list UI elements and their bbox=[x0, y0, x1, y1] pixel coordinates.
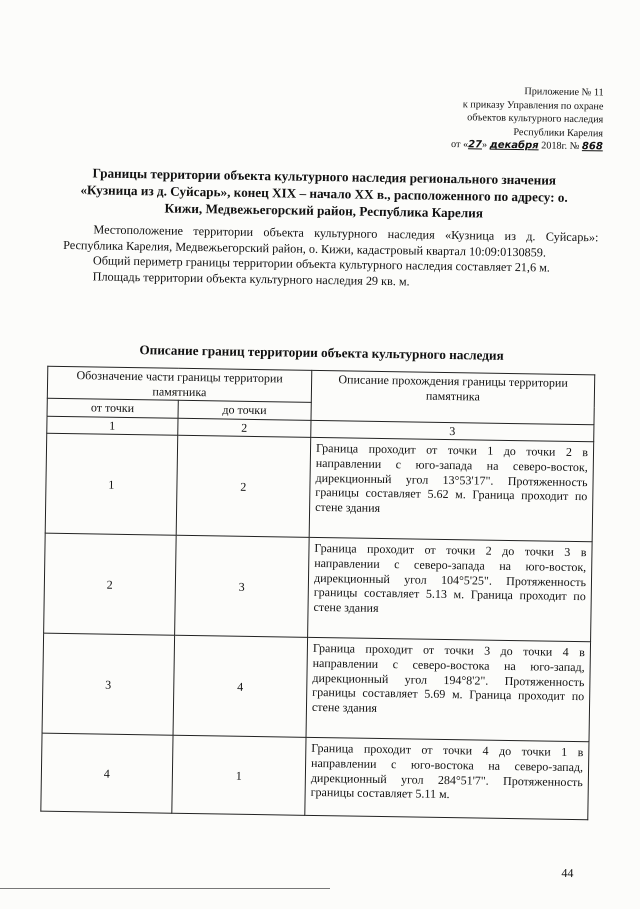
table-row bbox=[42, 634, 591, 743]
paragraph-area: Площадь территории объекта культурного наследия 29 кв. м. bbox=[92, 268, 410, 288]
handwritten-day: 27 bbox=[468, 139, 483, 151]
scan-edge-line bbox=[0, 888, 330, 889]
table-row bbox=[41, 734, 589, 821]
section-title: Описание границ территории объекта культурного наследия bbox=[139, 342, 504, 363]
column-number-3: 3 bbox=[311, 420, 594, 442]
header-line-1: Приложение № 11 bbox=[524, 86, 604, 99]
description-cell: Граница проходит от точки 1 до точки 2 в направлении с юго-запада на северо-восток, дирекционный угол 13°53'17". Протяженность границы составляет 5.62 м. Граница проходит по стене здания bbox=[309, 438, 594, 542]
from-point-cell: 4 bbox=[41, 734, 173, 814]
column-number-1: 1 bbox=[47, 416, 178, 436]
description-cell: Граница проходит от точки 4 до точки 1 в направлении с юго-востока на северо-запад, дирекционный угол 284°51'7". Протяженность границы составляет 5.11 м. bbox=[305, 738, 589, 820]
order-header bbox=[373, 83, 604, 155]
handwritten-number: 868 bbox=[581, 141, 603, 153]
header-line-4: Республики Карелия bbox=[513, 126, 604, 140]
header-line-2: к приказу Управления по охране bbox=[462, 98, 604, 113]
page-number: 44 bbox=[561, 865, 574, 881]
header-boundary-description: Описание прохождения границы территории памятника bbox=[311, 370, 595, 424]
body-text bbox=[63, 222, 599, 292]
boundary-table bbox=[40, 366, 595, 821]
table-row bbox=[45, 434, 594, 543]
handwritten-month: декабря bbox=[489, 140, 539, 152]
header-line-3: объектов культурного наследия bbox=[467, 112, 604, 126]
from-point-cell: 1 bbox=[45, 434, 177, 536]
column-number-2: 2 bbox=[177, 418, 311, 438]
header-date-line: от «27» декабря 2018г. № 868 bbox=[450, 139, 603, 153]
table-row bbox=[44, 534, 593, 643]
to-point-cell: 1 bbox=[172, 736, 306, 816]
to-point-cell: 3 bbox=[174, 536, 309, 638]
to-point-cell: 2 bbox=[176, 436, 311, 538]
paragraph-perimeter: Общий периметр границы территории объекта культурного наследия составляет 21,6 м. bbox=[92, 253, 551, 275]
paragraph-location: Местоположение территории объекта культурного наследия «Кузница из д. Суйсарь»: Республика Карелия, Медвежьегорский район, о. Кижи, кадастровый квартал 10:09:0130859. bbox=[63, 222, 599, 260]
description-cell: Граница проходит от точки 3 до точки 4 в направлении с северо-востока на юго-запад, дирекционный угол 194°8'2". Протяженность границы составляет 5.69 м. Граница проходит по стене здания bbox=[306, 638, 591, 742]
from-point-cell: 2 bbox=[44, 534, 176, 636]
header-from-point: от точки bbox=[47, 398, 178, 418]
document-title: Границы территории объекта культурного наследия регионального значения «Кузница из д. Суйсарь», конец XIX – начало XX в., расположенного по адресу: о. Кижи, Медвежьегорский район, Республика Карелия bbox=[80, 165, 568, 221]
header-boundary-part: Обозначение части границы территории памятника bbox=[47, 366, 311, 402]
description-cell: Граница проходит от точки 2 до точки 3 в направлении с северо-запада на юго-восток, дирекционный угол 104°5'25". Протяженность границы составляет 5.13 м. Граница проходит по стене здания bbox=[308, 538, 593, 642]
to-point-cell: 4 bbox=[173, 636, 308, 738]
header-to-point: до точки bbox=[178, 400, 312, 420]
from-point-cell: 3 bbox=[42, 634, 174, 736]
